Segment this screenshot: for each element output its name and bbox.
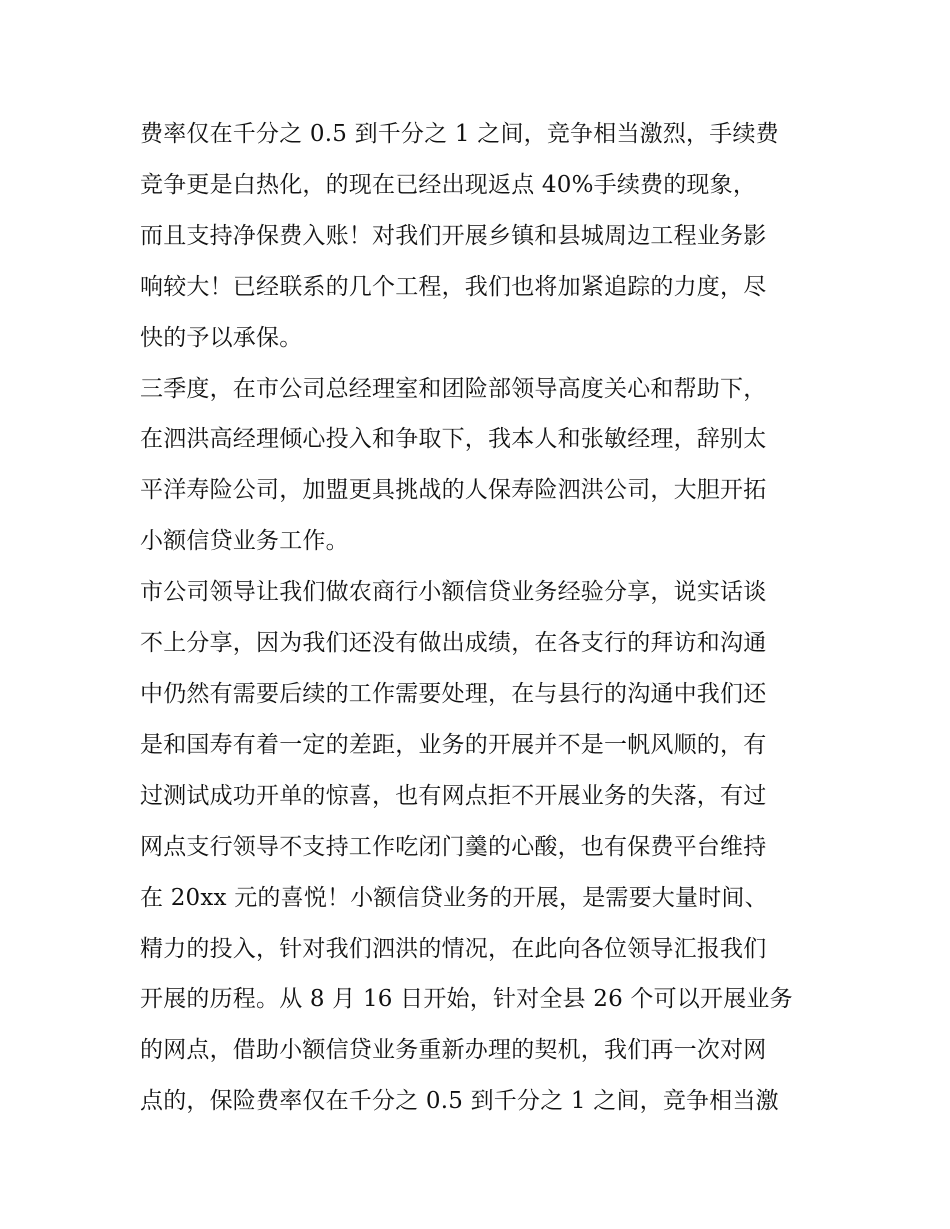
- text-line-9: 小额信贷业务工作。: [140, 528, 349, 555]
- text-line-3: 而且支持净保费入账！对我们开展乡镇和县城周边工程业务影: [140, 222, 767, 249]
- text-line-19: 的网点，借助小额信贷业务重新办理的契机，我们再一次对网: [140, 1037, 767, 1064]
- text-line-15: 网点支行领导不支持工作吃闭门羹的心酸，也有保费平台维持: [140, 833, 767, 860]
- text-line-2: 竞争更是白热化，的现在已经出现返点 40%手续费的现象，: [140, 171, 757, 198]
- text-line-4: 响较大！已经联系的几个工程，我们也将加紧追踪的力度，尽: [140, 273, 767, 300]
- text-line-5: 快的予以承保。: [140, 324, 303, 351]
- text-line-14: 过测试成功开单的惊喜，也有网点拒不开展业务的失落，有过: [140, 782, 767, 809]
- text-line-8: 平洋寿险公司，加盟更具挑战的人保寿险泗洪公司，大胆开拓: [140, 477, 767, 504]
- text-line-11: 不上分享，因为我们还没有做出成绩，在各支行的拜访和沟通: [140, 630, 767, 657]
- text-line-18: 开展的历程。从 8 月 16 日开始，针对全县 26 个可以开展业务: [140, 986, 793, 1013]
- text-line-10: 市公司领导让我们做农商行小额信贷业务经验分享，说实话谈: [140, 579, 767, 606]
- text-line-13: 是和国寿有着一定的差距，业务的开展并不是一帆风顺的，有: [140, 731, 767, 758]
- text-line-1: 费率仅在千分之 0.5 到千分之 1 之间，竞争相当激烈，手续费: [140, 121, 779, 147]
- text-line-12: 中仍然有需要后续的工作需要处理，在与县行的沟通中我们还: [140, 680, 767, 707]
- text-line-7: 在泗洪高经理倾心投入和争取下，我本人和张敏经理，辞别太: [140, 426, 767, 453]
- text-line-16: 在 20xx 元的喜悦！小额信贷业务的开展，是需要大量时间、: [140, 884, 768, 911]
- text-line-17: 精力的投入，针对我们泗洪的情况，在此向各位领导汇报我们: [140, 935, 767, 962]
- text-line-20: 点的，保险费率仅在千分之 0.5 到千分之 1 之间，竞争相当激: [140, 1088, 779, 1115]
- document-body: [140, 109, 820, 1127]
- text-line-6: 三季度，在市公司总经理室和团险部领导高度关心和帮助下，: [140, 375, 767, 402]
